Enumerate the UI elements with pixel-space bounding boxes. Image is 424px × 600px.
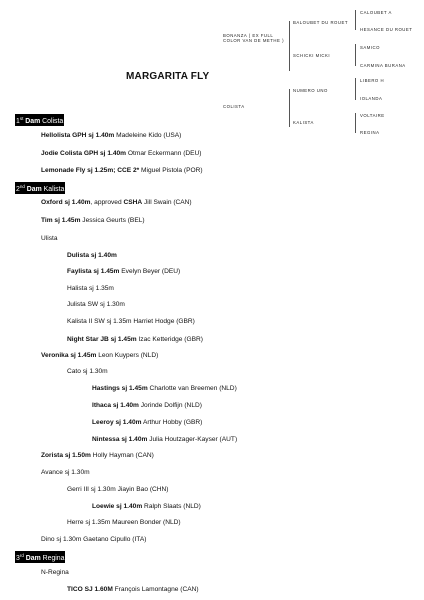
pedigree-gen3-2: SAMICO bbox=[360, 45, 380, 50]
pedigree-sire: BONANZA ( EX FULL COLOR VAN DE METHE ) bbox=[223, 33, 285, 44]
dam-heading-2: 2nd Dam Kalista bbox=[16, 184, 65, 193]
pedigree-gen2-3: KALISTA bbox=[293, 120, 314, 125]
list-item: Julista SW sj 1.30m bbox=[67, 301, 125, 308]
pedigree-gen3-1: HESANCE DU ROUET bbox=[360, 27, 413, 32]
list-item: Hellolista GPH sj 1.40m Madeleine Kido (USA) bbox=[41, 132, 182, 139]
list-item: Jodie Colista GPH sj 1.40m Otmar Eckermann (DEU) bbox=[41, 150, 202, 157]
list-item: Night Star JB sj 1.45m Izac Ketteridge (GBR) bbox=[67, 336, 203, 343]
list-item: Zorista sj 1.50m Holly Hayman (CAN) bbox=[41, 452, 154, 459]
list-item: Hastings sj 1.45m Charlotte van Breemen (NLD) bbox=[92, 385, 237, 392]
pedigree-gen2-0: BALOUBET DU ROUET bbox=[293, 20, 348, 25]
pedigree-gen3-4: LIBERO H bbox=[360, 78, 385, 83]
list-item: TICO SJ 1.60M François Lamontagne (CAN) bbox=[67, 586, 199, 593]
pedigree-connector bbox=[355, 44, 356, 66]
list-item: Leeroy sj 1.40m Arthur Hobby (GBR) bbox=[92, 419, 203, 426]
dam-heading-3: 3rd Dam Regina bbox=[16, 553, 65, 562]
pedigree-connector bbox=[355, 78, 356, 100]
pedigree-dam: COLISTA bbox=[223, 104, 245, 109]
list-item: Ithaca sj 1.40m Jorinde Dolfijn (NLD) bbox=[92, 402, 202, 409]
pedigree-gen2-2: NUMERO UNO bbox=[293, 88, 328, 93]
list-item: Cato sj 1.30m bbox=[67, 368, 108, 375]
list-item: Oxford sj 1.40m, approved CSHA Jill Swain (CAN) bbox=[41, 199, 192, 206]
pedigree-gen3-7: REGINA bbox=[360, 130, 380, 135]
pedigree-gen3-0: CALOUBET A bbox=[360, 10, 392, 15]
pedigree-connector bbox=[355, 113, 356, 133]
list-item: Kalista II SW sj 1.35m Harriet Hodge (GBR) bbox=[67, 318, 195, 325]
list-item: Loewie sj 1.40m Ralph Slaats (NLD) bbox=[92, 503, 201, 510]
list-item: Dulista sj 1.40m bbox=[67, 252, 117, 259]
list-item: Halista sj 1.35m bbox=[67, 285, 114, 292]
list-item: Herre sj 1.35m Maureen Bonder (NLD) bbox=[67, 519, 181, 526]
list-item: Ulista bbox=[41, 235, 58, 242]
pedigree-connector bbox=[289, 21, 290, 71]
list-item: Faylista sj 1.45m Evelyn Beyer (DEU) bbox=[67, 268, 181, 275]
list-item: Lemonade Fly sj 1.25m; CCE 2* Miguel Pistola (POR) bbox=[41, 167, 203, 174]
list-item: N-Regina bbox=[41, 569, 69, 576]
pedigree-connector bbox=[355, 10, 356, 30]
pedigree-gen3-3: CARMINA BURANA bbox=[360, 63, 406, 68]
list-item: Avance sj 1.30m bbox=[41, 469, 90, 476]
pedigree-connector bbox=[289, 89, 290, 127]
list-item: Gerri III sj 1.30m Jiayin Bao (CHN) bbox=[67, 486, 169, 493]
pedigree-gen2-1: SCHICKI MICKI bbox=[293, 53, 331, 58]
list-item: Veronika sj 1.45m Leon Kuypers (NLD) bbox=[41, 352, 159, 359]
list-item: Nintessa sj 1.40m Julia Houtzager-Kayser (AUT) bbox=[92, 436, 238, 443]
dam-heading-1: 1st Dam Colista bbox=[16, 116, 64, 125]
list-item: Tim sj 1.45m Jessica Geurts (BEL) bbox=[41, 217, 145, 224]
pedigree-gen3-6: VOLTAIRE bbox=[360, 113, 385, 118]
horse-name-title: MARGARITA FLY bbox=[126, 71, 210, 82]
pedigree-gen3-5: IOLANDA bbox=[360, 96, 383, 101]
list-item: Dino sj 1.30m Gaetano Cipullo (ITA) bbox=[41, 536, 147, 543]
